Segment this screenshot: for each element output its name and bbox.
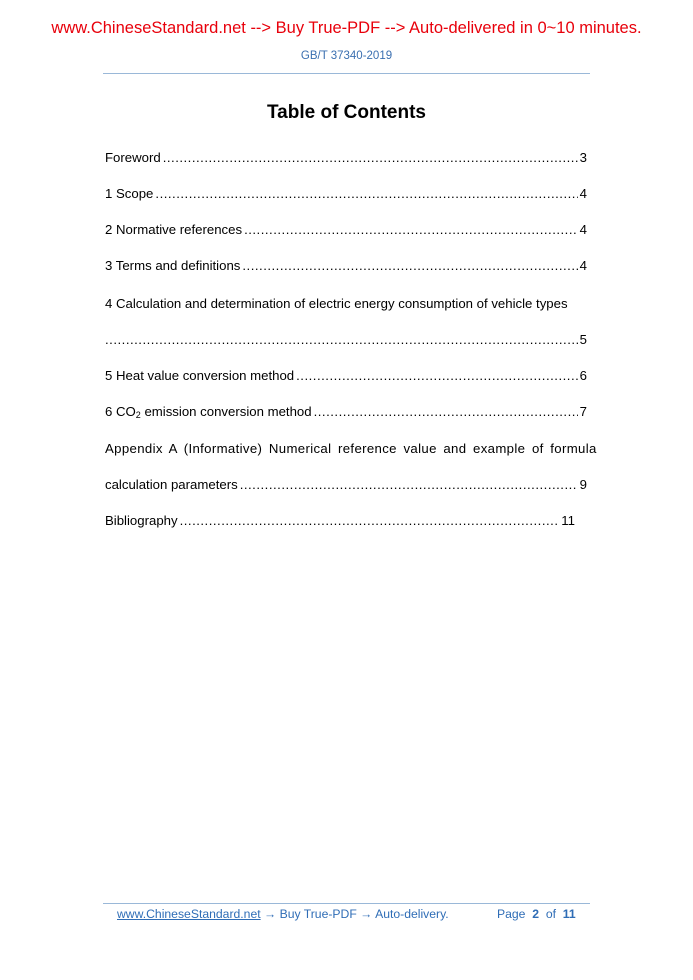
toc-entry-scope[interactable]: [105, 186, 587, 206]
toc-entry-label: Appendix A (Informative) Numerical reference value and example of formula: [105, 441, 597, 456]
toc-entry-label: 1 Scope: [105, 186, 154, 201]
footer-link[interactable]: www.ChineseStandard.net: [117, 907, 261, 921]
toc-entry-appendix-a-line1[interactable]: [105, 441, 597, 456]
toc-entry-page: 6: [579, 368, 587, 383]
toc-entry-foreword[interactable]: [105, 150, 587, 170]
toc-leader: [296, 368, 578, 383]
toc-entry-terms[interactable]: [105, 258, 587, 278]
toc-leader: [180, 513, 560, 528]
current-page: 2: [532, 907, 540, 921]
toc-leader: [314, 404, 578, 419]
footer-divider: [103, 903, 590, 904]
toc-entry-page: 11: [561, 513, 575, 528]
toc-entry-page: 4: [579, 258, 587, 273]
page-indicator: Page 2 of 11: [497, 907, 576, 921]
toc-entry-page: 9: [579, 477, 587, 492]
header-divider: [103, 73, 590, 74]
toc-entry-label: Foreword: [105, 150, 161, 165]
toc-leader: [244, 222, 578, 237]
toc-entry-calculation-line2[interactable]: [105, 332, 587, 352]
toc-entry-label: calculation parameters: [105, 477, 238, 492]
page-title: Table of Contents: [266, 102, 427, 123]
footer: [117, 907, 576, 921]
toc-leader: [242, 258, 577, 273]
toc-entry-label: 2 Normative references: [105, 222, 243, 237]
toc-entry-label: 6 $CO_2$ emission conversion method: [105, 404, 312, 420]
standard-number: GB/T 37340-2019: [300, 50, 393, 62]
toc-entry-label: 3 Terms and definitions: [105, 258, 241, 273]
toc-entry-label: Bibliography: [105, 513, 178, 528]
toc-entry-page: 4: [579, 222, 587, 237]
toc-entry-bibliography[interactable]: [105, 513, 575, 533]
toc-leader: [163, 150, 578, 165]
footer-text: → Buy True-PDF → Auto-delivery.: [260, 907, 449, 921]
toc-entry-appendix-a-line2[interactable]: [105, 477, 587, 497]
toc-leader: [155, 186, 577, 201]
toc-entry-page: 4: [579, 186, 587, 201]
toc-leader: [240, 477, 578, 492]
total-pages: 11: [562, 907, 576, 921]
header-banner[interactable]: www.ChineseStandard.net --> Buy True-PDF --> Auto-delivered in 0~10 minutes.: [51, 19, 642, 37]
toc-entry-page: 3: [579, 150, 587, 165]
toc-entry-normative-references[interactable]: [105, 222, 587, 242]
toc-entry-label: 5 Heat value conversion method: [105, 368, 295, 383]
toc-entry-page: 5: [579, 332, 587, 347]
toc-leader: [105, 332, 578, 347]
toc-entry-calculation-line1[interactable]: 4 Calculation and determination of electric energy consumption of vehicle types: [105, 296, 568, 311]
toc-entry-page: 7: [579, 404, 587, 419]
toc-entry-co2-emission[interactable]: [105, 404, 587, 424]
toc-entry-heat-value[interactable]: [105, 368, 587, 388]
